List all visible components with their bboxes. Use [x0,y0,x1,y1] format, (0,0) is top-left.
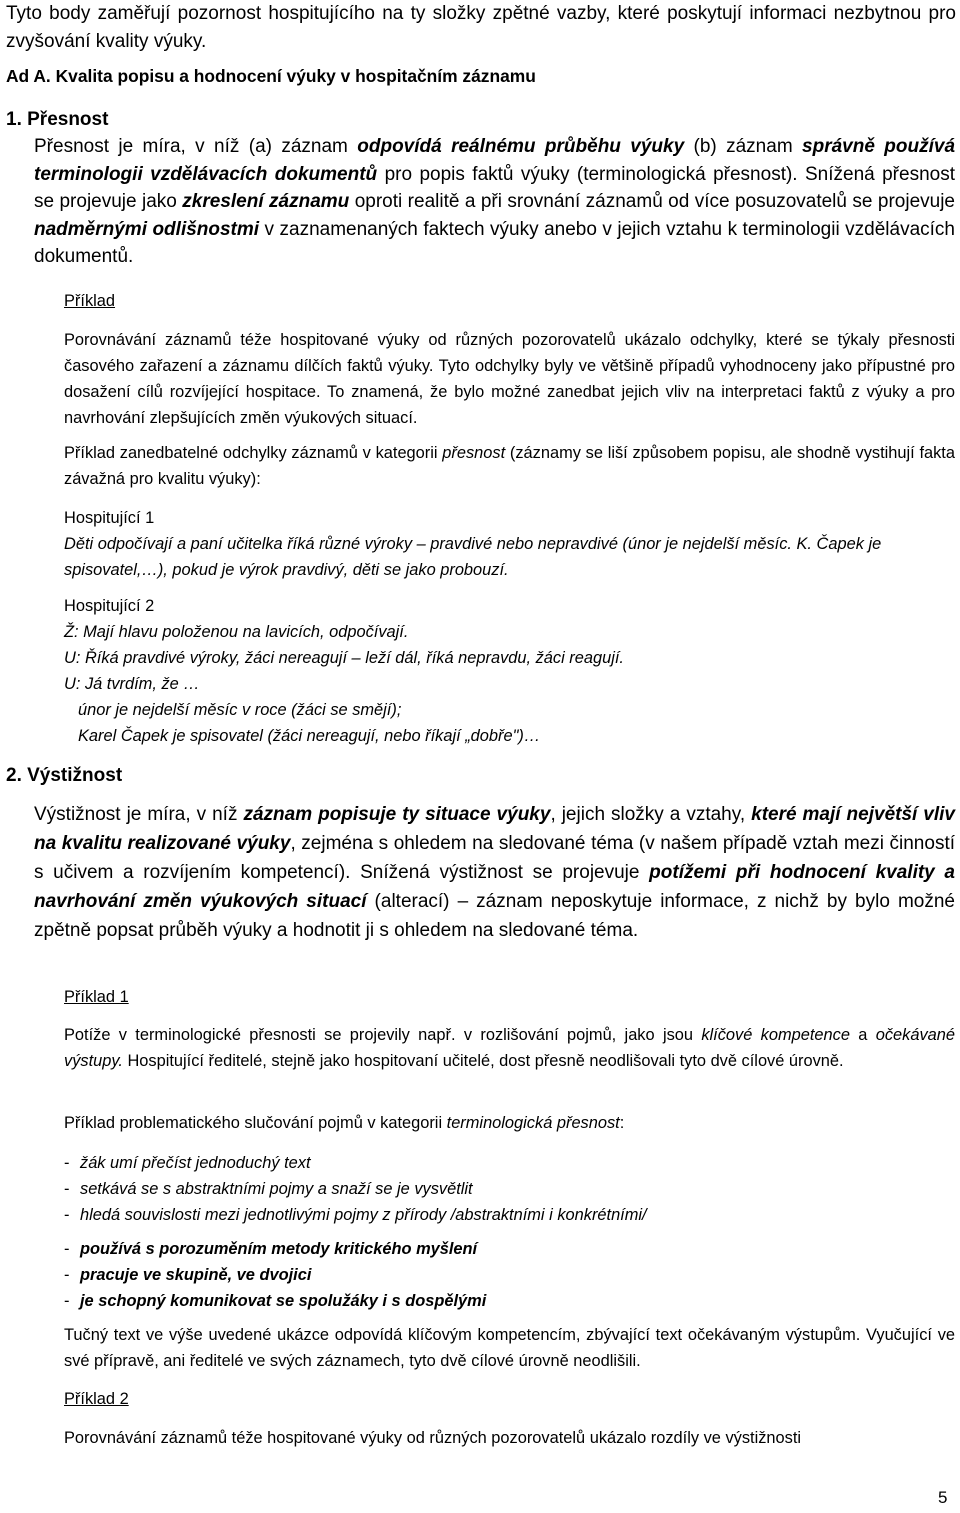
example-1-label: Příklad 1 [64,988,129,1006]
text-run: (alterací) – záznam neposkytuje informace, z nichž by bylo možné zpětně popsat průběh výuky a hodnotit ji s ohledem na sledované téma. [34,891,955,941]
emphasis-run: které mají největší vliv na kvalitu realizované výuky [34,804,955,854]
competency-list [64,1150,955,1314]
example-1-body [64,1022,955,1074]
example-2-label: Příklad 2 [64,1390,129,1408]
emphasis-run: přesnost [442,444,506,462]
section-1-heading: 1. Přesnost [6,109,109,130]
list-dash: - [64,1154,70,1172]
list-item [64,1288,955,1314]
list-dash: - [64,1292,70,1310]
example-body: Porovnávání záznamů téže hospitované výuky od různých pozorovatelů ukázalo odchylky, které se týkaly přesnosti časového zařazení a záznamu dílčích faktů výuky. Tyto odchylky byly ve většině případů vyhodnoceny jako přípustné pro dosažení cílů rozvíjející hospitace. To znamená, že bylo možné zanedbat jejich vliv na interpretaci faktů z výuky a pro navrhování zlepšujících změn výukových situací. [64,331,955,427]
observer-2-line: Ž: Mají hlavu položenou na lavicích, odpočívají. [64,623,409,641]
list-item-text: hledá souvislosti mezi jednotlivými pojmy z přírody /abstraktními i konkrétními/ [80,1206,647,1224]
text-run: Potíže v terminologické přesnosti se projevily např. v rozlišování pojmů, jako jsou [64,1026,702,1044]
text-run: (záznamy se liší způsobem popisu, ale shodně vystihují fakta závažná pro kvalitu výuky): [64,444,955,488]
emphasis-run: záznam popisuje ty situace výuky [243,804,551,825]
text-run: Příklad problematického slučování pojmů v kategorii [64,1114,447,1132]
observer-2-label: Hospitující 2 [64,597,155,615]
text-run: , zejména s ohledem na sledované téma (v našem případě vztah mezi činností s učivem a rozvíjením kompetencí). Snížená výstižnost se projevuje [34,833,955,883]
observer-1-label: Hospitující 1 [64,509,155,527]
text-run: : [619,1114,625,1132]
observer-2-line: Karel Čapek je spisovatel (žáci nereagují, nebo říkají „dobře")… [78,727,541,745]
list-item-text: setkává se s abstraktními pojmy a snaží se je vysvětlit [80,1180,473,1198]
text-run: Příklad zanedbatelné odchylky záznamů v kategorii [64,444,443,462]
section-2-definition [34,800,955,945]
emphasis-run: klíčové kompetence [701,1026,850,1044]
list-dash: - [64,1266,70,1284]
text-run: , jejich složky a vztahy, [550,804,752,825]
text-run: oproti realitě a při srovnání záznamů od více posuzovatelů se projevuje [349,191,955,212]
text-run: Přesnost je míra, v níž (a) záznam [34,136,358,157]
list-dash: - [64,1180,70,1198]
list-item-text: je schopný komunikovat se spolužáky i s dospělými [80,1292,487,1310]
emphasis-run: zkreslení záznamu [182,191,350,212]
section-2-heading: 2. Výstižnost [6,765,123,786]
list-item-text: používá s porozuměním metody kritického myšlení [80,1240,478,1258]
list-spacer [64,1228,955,1236]
list-item [64,1150,955,1176]
list-item [64,1202,955,1228]
section-a-heading: Ad A. Kvalita popisu a hodnocení výuky v hospitačním záznamu [6,66,536,86]
text-run: a [849,1026,876,1044]
emphasis-run: očekávané výstupy. [64,1026,955,1070]
text-run: pro popis faktů výuky (terminologická přesnost). Snížená přesnost se projevuje jako [34,163,955,212]
emphasis-run: potížemi při hodnocení kvality a navrhování změn výukových situací [34,862,955,912]
bold-text-note: Tučný text ve výše uvedené ukázce odpovídá klíčovým kompetencím, zbývající text očekávaným výstupům. Vyučující ve své přípravě, ani ředitelé ve svých záznamech, tyto dvě cílové úrovně neodlišili. [64,1326,955,1370]
page-number: 5 [938,1488,948,1507]
emphasis-run: nadměrnými odlišnostmi [34,218,260,240]
list-dash: - [64,1240,70,1258]
emphasis-run: terminologická přesnost [446,1114,620,1132]
observer-2-line: únor je nejdelší měsíc v roce (žáci se smějí); [78,701,402,719]
observer-2-block [64,593,955,749]
observer-1-block [64,505,955,583]
list-item-text: žák umí přečíst jednoduchý text [80,1154,311,1172]
example-label: Příklad [64,292,116,310]
list-item [64,1176,955,1202]
negligible-deviation-example [64,440,955,492]
intro-paragraph: Tyto body zaměřují pozornost hospitujícího na ty složky zpětné vazby, které poskytují informaci nezbytnou pro zvyšování kvality výuky. [6,3,956,52]
observer-2-line: U: Já tvrdím, že … [64,675,200,693]
emphasis-run: správně používá terminologii vzdělávacích dokumentů [34,136,956,185]
text-run: Výstižnost je míra, v níž [34,804,244,825]
emphasis-run: odpovídá reálnému průběhu výuky [357,136,685,157]
observer-1-record: Děti odpočívají a paní učitelka říká různé výroky – pravdivé nebo nepravdivé (únor je nejdelší měsíc. K. Čapek je spisovatel,…), pokud je výrok pravdivý, děti se jako probouzí. [64,535,882,579]
text-run: (b) záznam [684,136,803,157]
list-item-text: pracuje ve skupině, ve dvojici [80,1266,312,1284]
list-dash: - [64,1206,70,1224]
example-2-body: Porovnávání záznamů téže hospitované výuky od různých pozorovatelů ukázalo rozdíly ve výstižnosti [64,1429,802,1447]
text-run: Hospitující ředitelé, stejně jako hospitovaní učitelé, dost přesně neodlišovali tyto dvě cílové úrovně. [122,1052,844,1070]
section-1-definition [34,133,955,271]
list-item [64,1262,955,1288]
observer-2-line: U: Říká pravdivé výroky, žáci nereagují – leží dál, říká nepravdu, žáci reagují. [64,649,624,667]
list-item [64,1236,955,1262]
merge-example-intro [64,1110,955,1136]
text-run: v zaznamenaných faktech výuky anebo v jejich vztahu k terminologii vzdělávacích dokumentů. [34,218,955,267]
